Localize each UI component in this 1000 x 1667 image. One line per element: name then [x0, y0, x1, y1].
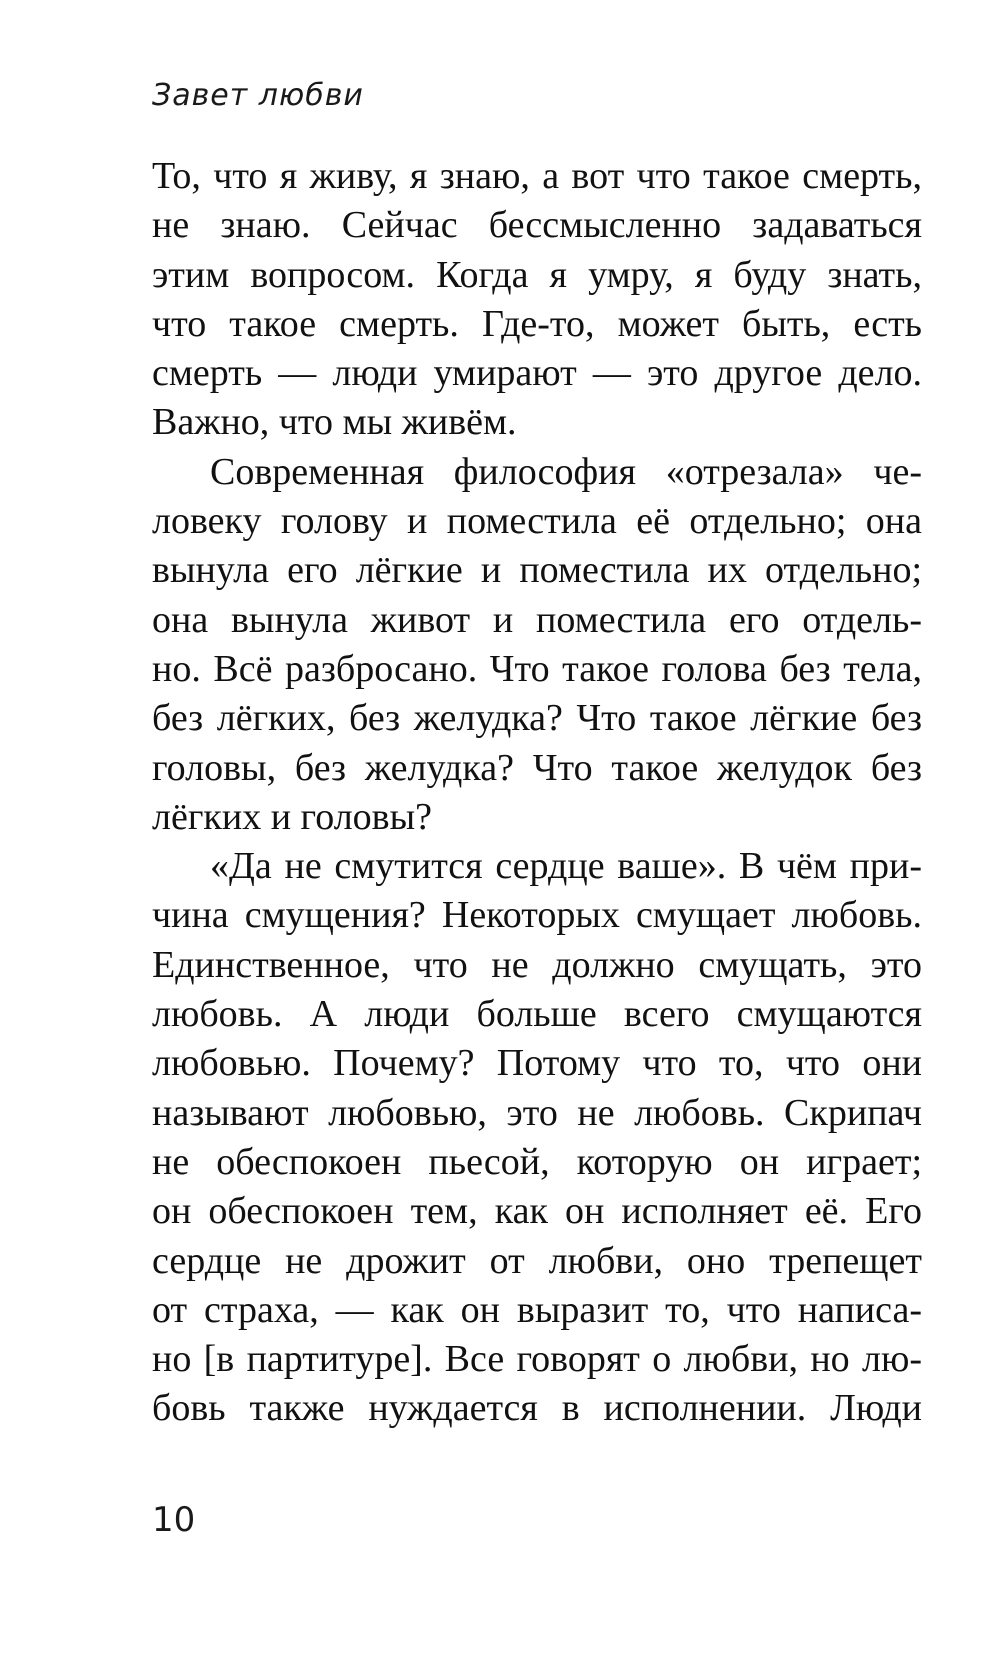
body-text: [152, 152, 922, 1434]
text-line: То, что я живу, я знаю, а вот что такое смерть,: [152, 155, 922, 197]
text-line: любовь. А люди больше всего смущаются: [152, 993, 922, 1036]
text-line: не обеспокоен пьесой, которую он играет;: [152, 1140, 922, 1183]
text-line: чина смущения? Некоторых смущает любовь.: [152, 894, 922, 937]
page-number: 10: [152, 1500, 196, 1540]
text-line: этим вопросом. Когда я умру, я буду знать,: [152, 253, 922, 296]
text-line: без лёгких, без желудка? Что такое лёгкие без: [152, 697, 922, 740]
text-line: от страха, — как он выразит то, что написа-: [152, 1288, 922, 1331]
text-line: Современная философия «отрезала» че-: [210, 450, 922, 493]
text-line: ловеку голову и поместила её отдельно; она: [152, 500, 922, 543]
text-line: но [в партитуре]. Все говорят о любви, но лю-: [152, 1338, 922, 1381]
text-line: вынула его лёгкие и поместила их отдельно;: [152, 549, 922, 592]
text-line: смерть — люди умирают — это другое дело.: [152, 352, 922, 395]
text-line: он обеспокоен тем, как он исполняет её. Его: [152, 1190, 922, 1233]
text-line: лёгких и головы?: [152, 795, 432, 838]
text-line: бовь также нуждается в исполнении. Люди: [152, 1387, 922, 1430]
text-line: головы, без желудка? Что такое желудок без: [152, 746, 922, 789]
text-line: но. Всё разбросано. Что такое голова без тела,: [152, 647, 922, 690]
text-line: Единственное, что не должно смущать, это: [152, 943, 922, 986]
text-line: сердце не дрожит от любви, оно трепещет: [152, 1239, 922, 1282]
text-line: любовью. Почему? Потому что то, что они: [152, 1042, 922, 1085]
running-head-title: Завет любви: [152, 78, 364, 113]
text-line: она вынула живот и поместила его отдель-: [152, 598, 922, 641]
text-line: называют любовью, это не любовь. Скрипач: [152, 1091, 922, 1134]
text-line: что такое смерть. Где-то, может быть, есть: [152, 302, 922, 345]
text-line: не знаю. Сейчас бессмысленно задаваться: [152, 204, 922, 247]
text-line: Важно, что мы живём.: [152, 401, 517, 444]
text-line: «Да не смутится сердце ваше». В чём при-: [210, 845, 922, 888]
